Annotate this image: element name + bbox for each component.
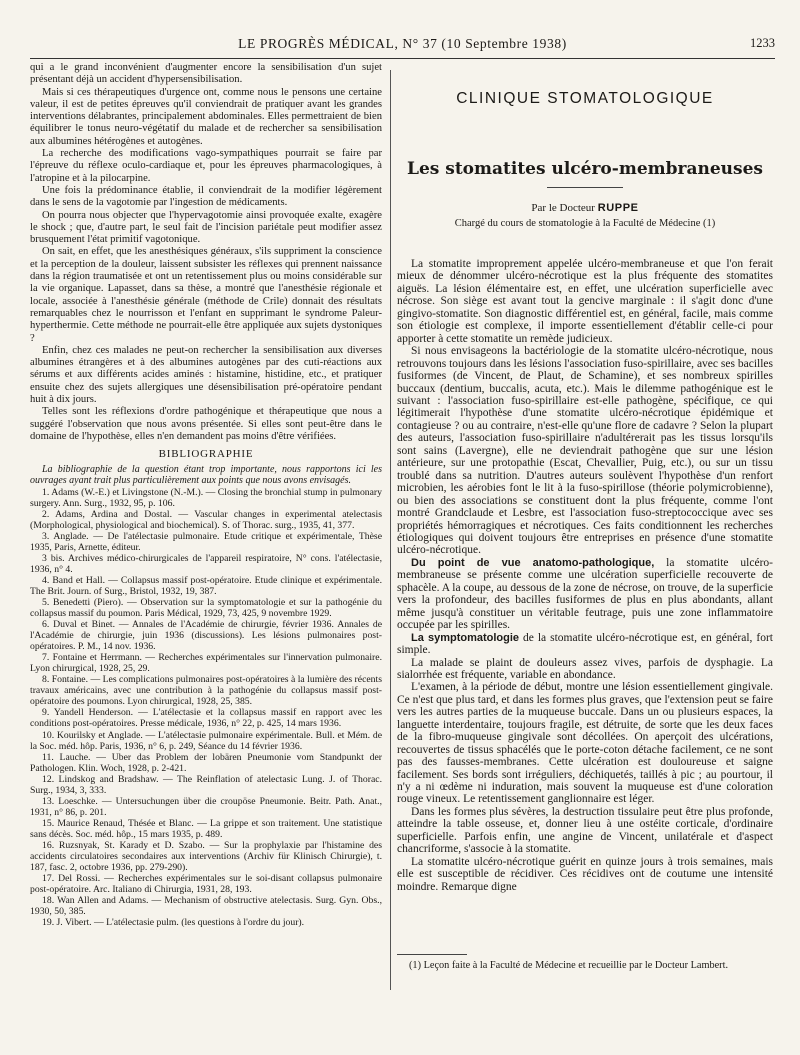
body-paragraph: La stomatite ulcéro-nécrotique guérit en quinze jours à trois semaines, mais elle est susceptible de récidiver. Ces récidives ont de coutume une intensité moindre. Remarque digne (397, 855, 773, 893)
body-paragraph: qui a le grand inconvénient d'augmenter encore la sensibilisation d'un sujet présentant déjà un accident d'hypersensibilisation. (30, 62, 382, 86)
reference-item: 19. J. Vibert. — L'atélectasie pulm. (les questions à l'ordre du jour). (42, 917, 305, 929)
author-affiliation: Chargé du cours de stomatologie à la Faculté de Médecine (1) (454, 218, 716, 229)
reference-item: 17. Del Rossi. — Recherches expérimentales sur le soi-disant collapsus pulmonaire post-opératoire. Arc. Italiano di Chirurgia, 1931, 28, 193. (30, 873, 382, 896)
body-paragraph: La malade se plaint de douleurs assez vives, parfois de dysphagie. La sialorrhée est fréquente, variable en abondance. (397, 656, 773, 681)
reference-item: 9. Yandell Henderson. — L'atélectasie et la collapsus massif en rapport avec les conditions post-opératoires. Presse médicale, 1936, n° 22, p. 425, 14 mars 1936. (30, 707, 382, 730)
byline-prefix: Par le Docteur (531, 202, 595, 214)
body-paragraph: Mais si ces thérapeutiques d'urgence ont, comme nous le pensons une certaine valeur, il est de petites épreuves qu'il conviendrait de pratiquer avant les grandes interventions délabrantes, principalement abdominales. Elles permettraient de bien équilibrer le tonus neuro-végétatif du malade et de rechercher sa sensibilisation aux albumines hétérogènes et autogènes. (30, 86, 382, 147)
reference-item: 13. Loeschke. — Untersuchungen über die croupöse Pneumonie. Beitr. Path. Anat., 1931, n° 86, p. 201. (30, 795, 382, 818)
reference-item: 16. Ruzsnyak, St. Karady et D. Szabo. — Sur la prophylaxie par l'histamine des accidents circulatoires secondaires aux interventions (Archiv für Klinisch Chirurgie), t. 187, fasc. 2, octobre 1936, pp. 279-290). (30, 840, 382, 874)
body-paragraph: On sait, en effet, que les anesthésiques généraux, s'ils suppriment la conscience et la perception de la douleur, laissent subsister les réflexes qui prennent naissance dans la région traumatisée et ont un retentissement plus ou moins considérable sur la vie organique. Lapasset, dans sa thèse, a montré que l'anesthésie régionale et locale, associée à l'anesthésie générale (méthode de Crile) donnait des résultats remarquables chez le nourrisson et l'enfant en supprimant le syndrome Paleur-hyperthermie. Cette méthode ne pourrait-elle être appliquée aux sujets dystoniques ? (30, 246, 382, 344)
right-column (397, 62, 773, 1047)
body-paragraph: Dans les formes plus sévères, la destruction tissulaire peut être plus profonde, atteindre la table osseuse, et, donner lieu à une ostéite corticale, d'ordinaire superficielle. Parfois enfin, une angine de Vincent, unilatérale et d'aspect chancriforme, s'associe à la stomatite. (397, 805, 773, 856)
author-name: RUPPE (597, 202, 639, 214)
reference-item: 18. Wan Allen and Adams. — Mechanism of obstructive atelectasis. Surg. Gyn. Obs., 1930, 50, 385. (30, 895, 382, 918)
reference-item: 5. Benedetti (Piero). — Observation sur la symptomatologie et sur la pathogénie du collapsus massif du poumon. Paris Médical, 1929, 73, 425, 9 novembre 1929. (30, 596, 382, 620)
reference-item: 10. Kourilsky et Anglade. — L'atélectasie pulmonaire expérimentale. Bull. et Mém. de la Soc. méd. hôp. Paris, 1936, n° 6, p. 249, Séance du 14 février 1936. (30, 729, 382, 752)
reference-item: 3 bis. Archives médico-chirurgicales de l'appareil respiratoire, N° cons. l'atélectasie, 1936, n° 4. (30, 552, 382, 575)
article-title: Les stomatites ulcéro-membraneuses (407, 159, 763, 179)
reference-item: 3. Anglade. — De l'atélectasie pulmonaire. Etude critique et expérimentale, Thèse 1935, Paris, Arnette, éditeur. (30, 530, 382, 553)
bibliography-heading: BIBLIOGRAPHIE (158, 448, 254, 461)
bibliography-intro: La bibliographie de la question étant trop importante, nous rapportons ici les ouvrages ayant trait plus particulièrement aux points que nous avons envisagés. (30, 463, 382, 486)
body-paragraph: La stomatite improprement appelée ulcéro-membraneuse et que l'on ferait mieux de dénommer ulcéro-nécrotique est la plus fréquente des stomatites aiguës. La lésion élémentaire est, en effet, une ulcération superficielle avec nécrose. Son siège est avant tout la gencive marginale : il s'agit donc d'une gingivo-stomatite. Son diagnostic différentiel est, en général, facile, mais comme son étiologie est complexe, il importe essentiellement d'établir celle-ci pour apporter à cette stomatite un remède judicieux. (397, 258, 773, 345)
page-number: 1233 (750, 36, 775, 50)
body-paragraph: Du point de vue anatomo-pathologique, la stomatite ulcéro-membraneuse se présente comme une ulcération superficielle recouverte de sphacèle. A la coupe, au dessous de la zone de nécrose, on trouve, de la superficie vers la profondeur, des bacilles fusiformes de plus en plus abondants, allant même jusqu'à constituer un véritable feutrage, puis une zone inflammatoire occupée par les spirilles. (397, 556, 773, 632)
title-rule (547, 187, 623, 188)
byline (397, 202, 773, 214)
reference-item: 4. Band et Hall. — Collapsus massif post-opératoire. Etude clinique et expérimentale. The Brit. Journ. of Surg., Bristol, 1932, 19, 387. (30, 574, 382, 597)
body-paragraph: Si nous envisageons la bactériologie de la stomatite ulcéro-nécrotique, nous retrouvons toujours dans les lésions l'association fuso-spirillaire, avec ses bacilles fusiformes (de Vincent, de Plaut, de Schamine), et ses nombreux spirilles buccaux (dentium, buccalis, acuta, etc.). Mais le dilemme pathogénique est le suivant : l'association fuso-spirillaire est-elle pathogène, spécifique, ce qui légitimerait l'hypothèse d'une stomatite ulcéro-nécrotique épidémique et contagieuse ? ou au contraire, n'est-elle qu'une flore de cadavre ? Selon la plupart des auteurs, l'association fuso-spirillaire n'adultérerait pas les tissus lorsqu'ils sont sains (Lavergne), elle ne deviendrait pathogène que sur une lésion antérieure, sur une protopathie (Escat, Chevallier, Puig, etc.), ou sur un tissu troublé dans sa nutrition. D'autres auteurs soulèvent l'hypothèse d'un renfort microbien, les aérobies font le lit à la fuso-spirillose (théorie polymicrobienne), ou bien des associations se constituent dont la plus fréquente, comme l'ont montré Grandclaude et Lesbre, est l'association fuso-streptococcique avec ses propriétés hémorragiques et nécrotiques. Ces faits conditionnent les recherches étiologiques qui doivent toujours être entreprises en présence d'une stomatite ulcéro-nécrotique. (397, 345, 773, 557)
body-paragraph: Enfin, chez ces malades ne peut-on rechercher la sensibilisation aux diverses albumines étrangères et à des albumines autogènes par des cuti-réactions aux sérums et aux différents acides aminés : histamine, histidine, etc., et pratiquer ensuite chez des sujets allergiques une désensibilisation pré-opératoire pendant huit à dix jours. (30, 344, 382, 406)
header-rule (30, 58, 775, 59)
reference-item: 6. Duval et Binet. — Annales de l'Académie de chirurgie, février 1936. Annales de l'Académie de chirurgie, juin 1936 (discussions). Les lésions pulmonaires post-opératoires. P. M., 14 nov. 1936. (30, 619, 382, 653)
left-column (30, 62, 382, 1047)
running-header (30, 36, 775, 56)
body-paragraph: La symptomatologie de la stomatite ulcéro-nécrotique est, en général, fort simple. (397, 631, 773, 657)
footnote-rule (397, 954, 467, 955)
footnote: (1) Leçon faite à la Faculté de Médecine et recueillie par le Docteur Lambert. (409, 960, 729, 971)
journal-line: LE PROGRÈS MÉDICAL, N° 37 (10 Septembre 1938) (238, 36, 567, 51)
body-paragraph: La recherche des modifications vago-sympathiques pourrait se faire par l'épreuve du réflexe oculo-cardiaque et, pour les épreuves pharmacologiques, à l'atropine et à la pilocarpine. (30, 148, 382, 184)
body-paragraph: L'examen, à la période de début, montre une lésion essentiellement gingivale. Ce n'est que plus tard, et dans les formes plus graves, que l'extension peut se faire vers les autres parties de la muqueuse buccale. Dans un ou plusieurs espaces, la languette interdentaire, toujours fragile, est détruite, de sorte que les deux faces de la fibro-muqueuse gingivale sont décollées. On aperçoit des ulcérations, recouvertes de tissus sphacélés que le porte-coton détache facilement, ce ne sont pas des fausses-membranes. Cette ulcération est douloureuse et saigne facilement. Ses bords sont irréguliers, déchiquetés, taillés à pic ; au pourtour, il n'y a ni œdème ni induration, mais souvent la muqueuse est d'une coloration rouge vineux. Le retentissement ganglionnaire est léger. (397, 681, 773, 806)
reference-item: 12. Lindskog and Bradshaw. — The Reinflation of atelectasic Lung. J. of Thorac. Surg., 1934, 3, 333. (30, 773, 382, 796)
reference-item: 15. Maurice Renaud, Thésée et Blanc. — La grippe et son traitement. Une statistique sans décès. Soc. méd. hôp., 15 mars 1935, p. 489. (30, 817, 382, 840)
body-paragraph: Telles sont les réflexions d'ordre pathogénique et thérapeutique que nous a suggéré l'observation que nous avons présentée. Si elles sont peut-être dans le domaine de l'hypothèse, elles n'en demandent pas moins d'être vérifiées. (30, 406, 382, 442)
reference-item: 8. Fontaine. — Les complications pulmonaires post-opératoires à la lumière des récents travaux américains, avec une contribution à la pathogénie du collapsus massif post-opératoire des poumons. Lyon chirurgical, 1928, 25, 385. (30, 674, 382, 708)
section-title: CLINIQUE STOMATOLOGIQUE (456, 90, 714, 107)
reference-list (30, 487, 382, 929)
reference-item: 7. Fontaine et Herrmann. — Recherches expérimentales sur l'innervation pulmonaire. Lyon chirurgical, 1928, 25, 29. (30, 652, 382, 675)
article-body (397, 258, 773, 893)
body-paragraph: Une fois la prédominance établie, il conviendrait de la modifier légèrement dans le sens de la vagotomie par l'ingestion de médicaments. (30, 184, 382, 209)
reference-item: 1. Adams (W.-E.) et Livingstone (N.-M.). — Closing the bronchial stump in pulmonary surgery. Ann. Surg., 1932, 95, p. 106. (30, 486, 382, 509)
body-paragraph: On pourra nous objecter que l'hypervagotomie ainsi provoquée exalte, exagère le shock ; que, d'autre part, le seul fait de l'incision pariétale peut modifier assez brusquement l'état primitif vagotonique. (30, 209, 382, 246)
reference-item: 11. Lauche. — Uber das Problem der lobären Pneumonie vom Standpunkt der Pathologen. Klin. Woch, 1928, p. 2-421. (30, 751, 382, 774)
reference-item: 2. Adams, Ardina and Dostal. — Vascular changes in experimental atelectasis (Morphological, physiological and biochemical). S. of Thorac. surg., 1935, 41, 377. (30, 508, 382, 531)
column-divider (390, 70, 391, 990)
